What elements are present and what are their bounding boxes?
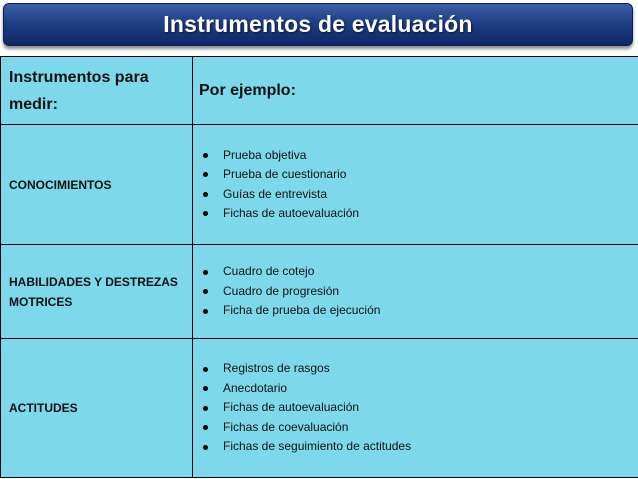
list-item-text: Registros de rasgos: [223, 361, 330, 376]
bullet-icon: [203, 445, 208, 450]
list-item-text: Prueba de cuestionario: [223, 167, 347, 181]
examples-cell: [193, 125, 638, 245]
page-title: Instrumentos de evaluación: [163, 11, 473, 37]
list-item: [203, 165, 638, 185]
list-item: [203, 398, 638, 418]
bullet-icon: [203, 309, 208, 314]
list-item: [203, 379, 638, 399]
list-item: [203, 437, 638, 457]
list-item-text: Ficha de prueba de ejecución: [223, 303, 381, 318]
examples-cell: [193, 245, 638, 339]
list-item-text: Cuadro de progresión: [223, 283, 340, 298]
table-row: [1, 125, 638, 245]
list-item-text: Fichas de seguimiento de actitudes: [223, 439, 412, 454]
bullet-icon: [203, 406, 208, 411]
bullet-icon: [203, 153, 208, 158]
table-header-row: [1, 57, 638, 125]
list-item: [203, 359, 638, 379]
list-item: [203, 282, 638, 302]
list-item: [203, 418, 638, 438]
bullet-icon: [203, 425, 208, 430]
title-banner: [3, 3, 633, 46]
category-cell: HABILIDADES Y DESTREZAS MOTRICES: [1, 245, 193, 339]
instruments-table: [0, 56, 638, 478]
list-item-text: Prueba objetiva: [223, 147, 307, 162]
list-item: [203, 146, 638, 166]
bullet-icon: [203, 172, 208, 177]
examples-list: [193, 262, 638, 321]
bullet-icon: [203, 386, 208, 391]
bullet-icon: [203, 367, 208, 372]
list-item-text: Cuadro de cotejo: [223, 264, 315, 279]
examples-list: [193, 146, 638, 224]
examples-list: [193, 359, 638, 457]
bullet-icon: [203, 270, 208, 275]
list-item-text: Fichas de autoevaluación: [223, 206, 360, 220]
list-item-text: Fichas de coevaluación: [223, 419, 349, 434]
category-cell: ACTITUDES: [1, 339, 193, 478]
category-cell: CONOCIMIENTOS: [1, 125, 193, 245]
list-item: [203, 185, 638, 205]
header-instruments: Instrumentos para medir:: [1, 57, 193, 125]
list-item: [203, 204, 638, 224]
bullet-icon: [203, 289, 208, 294]
bullet-icon: [203, 192, 208, 197]
list-item-text: Guías de entrevista: [223, 186, 328, 201]
list-item: [203, 262, 638, 282]
table-row: [1, 339, 638, 478]
table-row: [1, 245, 638, 339]
header-examples: Por ejemplo:: [193, 57, 638, 125]
examples-cell: [193, 339, 638, 478]
list-item: [203, 301, 638, 321]
list-item-text: Fichas de autoevaluación: [223, 400, 360, 415]
bullet-icon: [203, 211, 208, 216]
list-item-text: Anecdotario: [223, 380, 288, 395]
